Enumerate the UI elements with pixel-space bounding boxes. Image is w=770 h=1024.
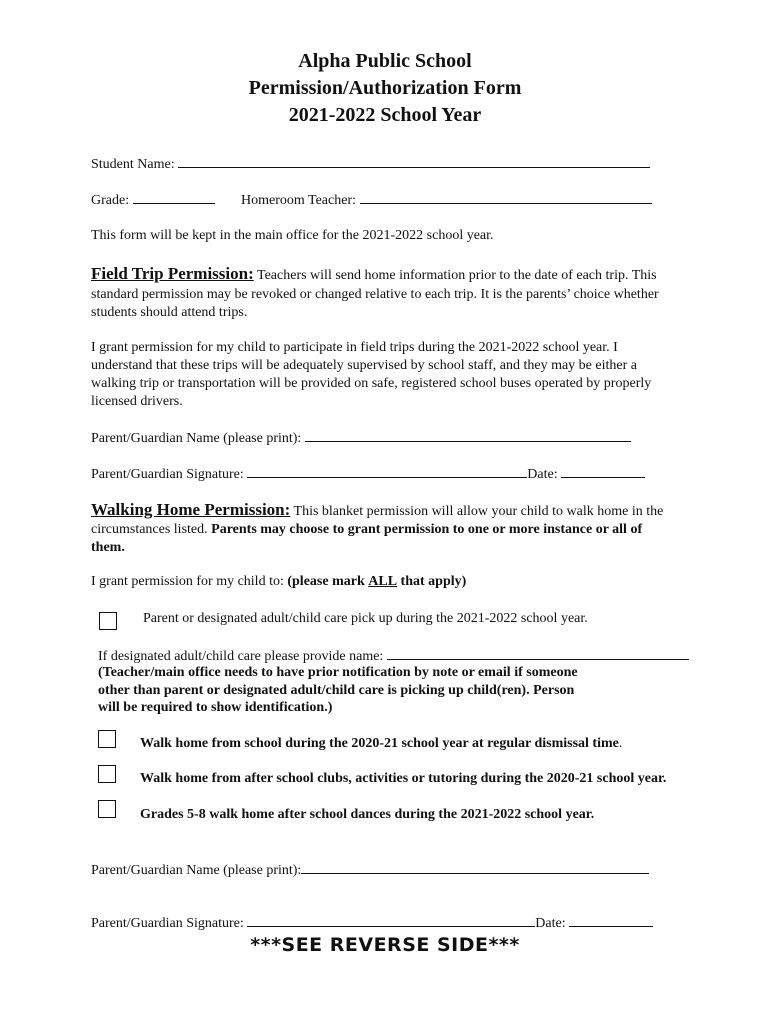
option-parent-pickup-label: Parent or designated adult/child care pick up during the 2021-2022 school year. bbox=[143, 611, 588, 626]
walking-name-field[interactable] bbox=[301, 860, 649, 874]
field-trip-grant-2: understand that these trips will be adequately supervised by school staff, and they may be either a bbox=[91, 358, 637, 373]
option-walk-dismissal-label: Walk home from school during the 2020-21 school year at regular dismissal time bbox=[140, 736, 619, 751]
field-trip-grant-1: I grant permission for my child to participate in field trips during the 2021-2022 school year. I bbox=[91, 340, 618, 355]
walking-grant-a: I grant permission for my child to: bbox=[91, 574, 284, 589]
option-walk-dismissal-row bbox=[140, 735, 622, 753]
student-name-row bbox=[91, 154, 650, 174]
option-walk-clubs-label: Walk home from after school clubs, activities or tutoring during the 2020-21 school year. bbox=[140, 771, 667, 786]
grade-row bbox=[91, 190, 215, 210]
walking-heading: Walking Home Permission: bbox=[91, 500, 291, 519]
grade-label: Grade: bbox=[91, 193, 130, 208]
designated-note-1: (Teacher/main office needs to have prior notification by note or email if someone bbox=[98, 665, 578, 680]
walking-grant-row bbox=[91, 573, 466, 591]
homeroom-row bbox=[241, 190, 652, 210]
walking-desc-2b: Parents may choose to grant permission to one or more instance or all of bbox=[211, 522, 643, 537]
checkbox-walk-dismissal[interactable] bbox=[98, 730, 116, 748]
form-title: Permission/Authorization Form bbox=[248, 77, 522, 99]
field-trip-desc-2: standard permission may be revoked or changed relative to each trip. It is the parents’ choice whether bbox=[91, 287, 659, 302]
homeroom-label: Homeroom Teacher: bbox=[241, 193, 356, 208]
walking-grant-all: ALL bbox=[368, 574, 398, 589]
walking-desc-3: them. bbox=[91, 540, 125, 555]
checkbox-walk-clubs[interactable] bbox=[98, 765, 116, 783]
walking-date-field[interactable] bbox=[569, 913, 653, 927]
checkbox-walk-dances[interactable] bbox=[98, 800, 116, 818]
walking-desc-2-row bbox=[91, 521, 642, 539]
field-trip-name-field[interactable] bbox=[305, 428, 631, 442]
field-trip-grant-3: walking trip or transportation will be provided on safe, registered school buses operated by properly bbox=[91, 376, 652, 391]
field-trip-signature-row bbox=[91, 464, 645, 484]
designated-name-field[interactable] bbox=[387, 646, 689, 660]
field-trip-name-row bbox=[91, 428, 631, 448]
field-trip-signature-field[interactable] bbox=[247, 464, 527, 478]
option-walk-dismissal-period: . bbox=[618, 736, 623, 751]
intro-text: This form will be kept in the main office for the 2021-2022 school year. bbox=[91, 228, 494, 243]
see-reverse-side: ***SEE REVERSE SIDE*** bbox=[250, 934, 520, 956]
field-trip-heading-row bbox=[91, 265, 657, 285]
school-year: 2021-2022 School Year bbox=[288, 104, 482, 126]
walking-name-row bbox=[91, 860, 649, 880]
walking-signature-field[interactable] bbox=[247, 913, 535, 927]
designated-note-3: will be required to show identification.) bbox=[98, 700, 333, 715]
school-name: Alpha Public School bbox=[298, 50, 472, 72]
student-name-field[interactable] bbox=[178, 154, 650, 168]
designated-row bbox=[98, 646, 689, 666]
designated-note-2: other than parent or designated adult/child care is picking up child(ren). Person bbox=[98, 683, 575, 698]
walking-grant-d: that apply) bbox=[400, 574, 467, 589]
field-trip-signature-label: Parent/Guardian Signature: bbox=[91, 467, 244, 482]
walking-grant-b: (please mark bbox=[287, 574, 365, 589]
field-trip-date-label: Date: bbox=[527, 467, 558, 482]
checkbox-parent-pickup[interactable] bbox=[99, 612, 117, 630]
walking-desc-1: This blanket permission will allow your child to walk home in the bbox=[293, 504, 664, 519]
walking-name-label: Parent/Guardian Name (please print): bbox=[91, 863, 302, 878]
field-trip-name-label: Parent/Guardian Name (please print): bbox=[91, 431, 302, 446]
field-trip-date-field[interactable] bbox=[561, 464, 645, 478]
designated-label: If designated adult/child care please provide name: bbox=[98, 649, 384, 664]
walking-heading-row bbox=[91, 501, 663, 521]
walking-desc-2a: circumstances listed. bbox=[91, 522, 208, 537]
grade-field[interactable] bbox=[133, 190, 215, 204]
walking-signature-row bbox=[91, 913, 653, 933]
student-name-label: Student Name: bbox=[91, 157, 175, 172]
field-trip-desc-1: Teachers will send home information prior to the date of each trip. This bbox=[257, 268, 657, 283]
walking-signature-label: Parent/Guardian Signature: bbox=[91, 916, 244, 931]
field-trip-grant-4: licensed drivers. bbox=[91, 394, 183, 409]
field-trip-heading: Field Trip Permission: bbox=[91, 264, 254, 283]
field-trip-desc-3: students should attend trips. bbox=[91, 305, 248, 320]
walking-date-label: Date: bbox=[535, 916, 566, 931]
option-walk-dances-label: Grades 5-8 walk home after school dances during the 2021-2022 school year. bbox=[140, 807, 595, 822]
homeroom-field[interactable] bbox=[360, 190, 652, 204]
